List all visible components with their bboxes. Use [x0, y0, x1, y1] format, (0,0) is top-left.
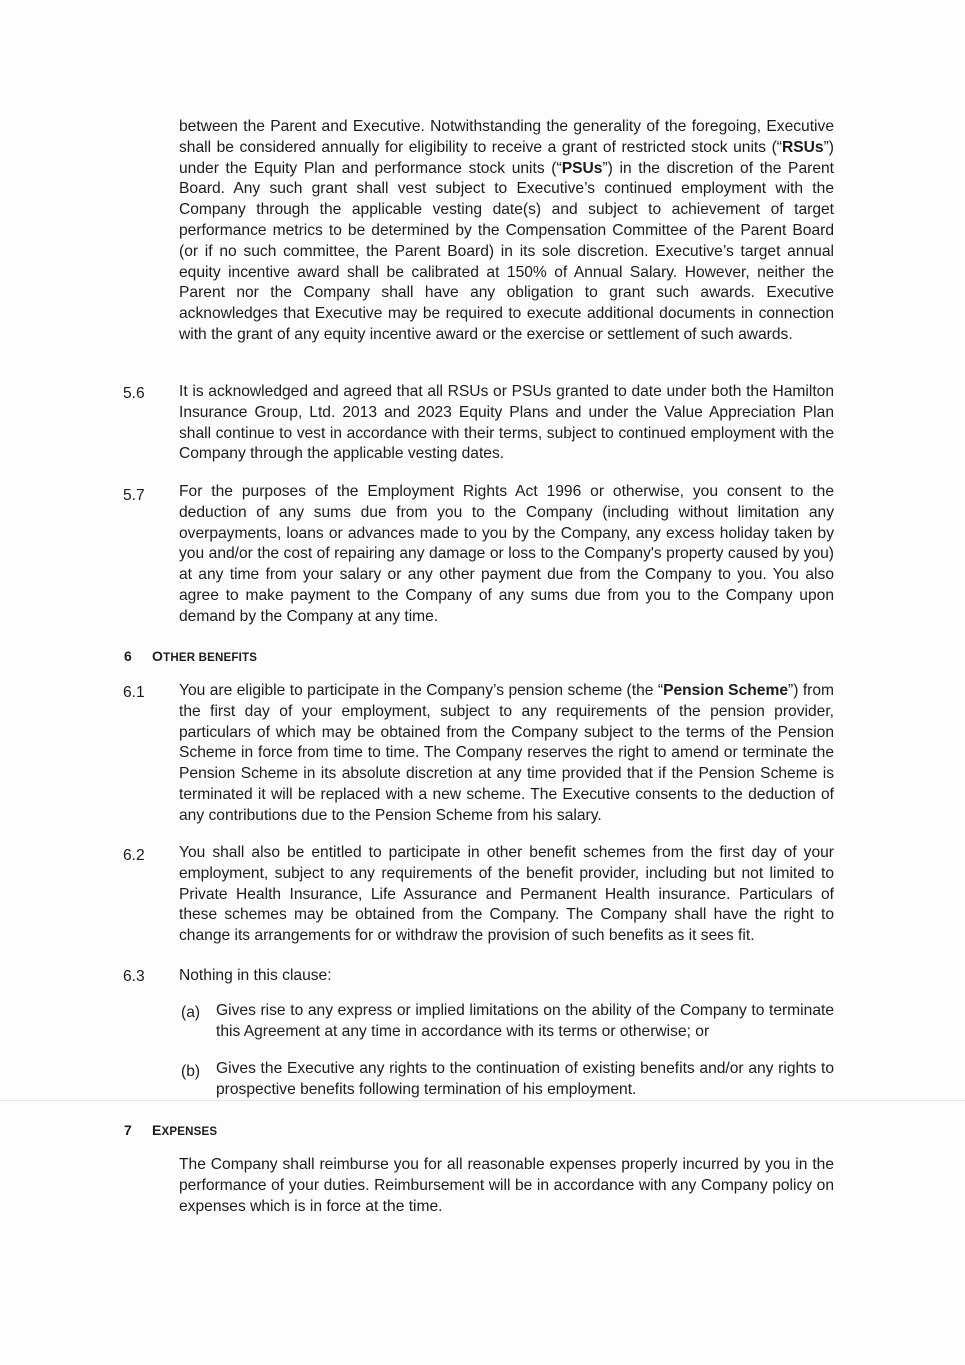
clause-5-6-text: It is acknowledged and agreed that all RSUs or PSUs granted to date under both the Hamilton Insurance Group, Ltd. 2013 and 2023 Equity Plans and under the Value Appreciation Plan shall continue to vest in accordance with their terms, subject to continued employment with the Company through the applicable vesting dates. — [179, 383, 834, 463]
subclause-label-b: (b) — [181, 1063, 201, 1080]
subclause-a-text: Gives rise to any express or implied limitations on the ability of the Company to terminate this Agreement at any time in accordance with its terms or otherwise; or — [216, 1002, 834, 1040]
clause-text: ”) in the discretion of the Parent Board. Any such grant shall vest subject to Executive’s continued employment with the Company through the applicable vesting date(s) and subject to achievement of target performance metrics to be determined by the Compensation Committee of the Parent Board (or if no such committee, the Parent Board) in its sole discretion. Executive’s target annual equity incentive award shall be calibrated at 150% of Annual Salary. However, neither the Parent nor the Company shall have any obligation to grant such awards. Executive acknowledges that Executive may be required to execute additional documents in connection with the grant of any equity incentive award or the exercise or settlement of such awards. — [179, 159, 834, 343]
subclause-label-a: (a) — [181, 1004, 201, 1021]
defined-term-rsus: RSUs — [782, 138, 824, 156]
clause-5-5-continuation — [179, 117, 834, 346]
clause-6-1-text — [179, 681, 834, 827]
clause-text: You are eligible to participate in the Company’s pension scheme (the “ — [179, 682, 664, 699]
clause-number-6-1: 6.1 — [123, 684, 145, 701]
clause-text: ”) from the first day of your employment, subject to any requirements of the pension provider, particulars of which may be obtained from the Company subject to the terms of the Pension Scheme in force from time to time. The Company reserves the right to amend or terminate the Pension Scheme in its absolute discretion at any time provided that if the Pension Scheme is terminated it will be replaced with a new scheme. The Executive consents to the deduction of any contributions due to the Pension Scheme from his salary. — [179, 682, 835, 824]
subclause-b-text: Gives the Executive any rights to the continuation of existing benefits and/or any rights to prospective benefits following termination of his employment. — [216, 1060, 834, 1098]
clause-text: between the Parent and Executive. Notwithstanding the generality of the foregoing, Executive shall be considered annually for eligibility to receive a grant of restricted stock units (“ — [179, 118, 834, 156]
clause-text: ”) under the Equity Plan and performance stock units (“ — [179, 138, 834, 177]
section-number: 6 — [124, 648, 132, 664]
defined-term-pension-scheme: Pension Scheme — [663, 682, 788, 699]
clause-6-2-text: You shall also be entitled to participate in other benefit schemes from the first day of your employment, subject to any requirements of the benefit provider, including but not limited to Private Health Insurance, Life Assurance and Permanent Health insurance. Particulars of these schemes may be obtained from the Company. The Company shall have the right to change its arrangements for or withdraw the provision of such benefits as it sees fit. — [179, 844, 834, 945]
section-7-text: The Company shall reimburse you for all reasonable expenses properly incurred by you in the performance of your duties. Reimbursement will be in accordance with any Company policy on expenses which is in force at the time. — [179, 1156, 834, 1215]
clause-5-7-text: For the purposes of the Employment Rights Act 1996 or otherwise, you consent to the deduction of any sums due from you to the Company (including without limitation any overpayments, loans or advances made to you by the Company, any excess holiday taken by you and/or the cost of repairing any damage or loss to the Company's property caused by you) at any time from your salary or any other payment due from the Company to you. You also agree to make payment to the Company of any sums due from you to the Company upon demand by the Company at any time. — [179, 483, 834, 625]
section-title-initial: E — [152, 1122, 162, 1138]
section-title-rest: THER BENEFITS — [163, 652, 258, 664]
section-number: 7 — [124, 1122, 132, 1138]
section-title-rest: XPENSES — [161, 1126, 218, 1138]
section-7-heading — [124, 1120, 217, 1142]
clause-number-6-3: 6.3 — [123, 968, 145, 985]
clause-6-3-text: Nothing in this clause: — [179, 967, 332, 984]
defined-term-psus: PSUs — [561, 159, 603, 177]
section-6-heading — [124, 646, 257, 668]
clause-number-5-7: 5.7 — [123, 487, 145, 504]
clause-number-6-2: 6.2 — [123, 847, 145, 864]
section-title-initial: O — [152, 648, 164, 664]
clause-number-5-6: 5.6 — [123, 385, 145, 402]
